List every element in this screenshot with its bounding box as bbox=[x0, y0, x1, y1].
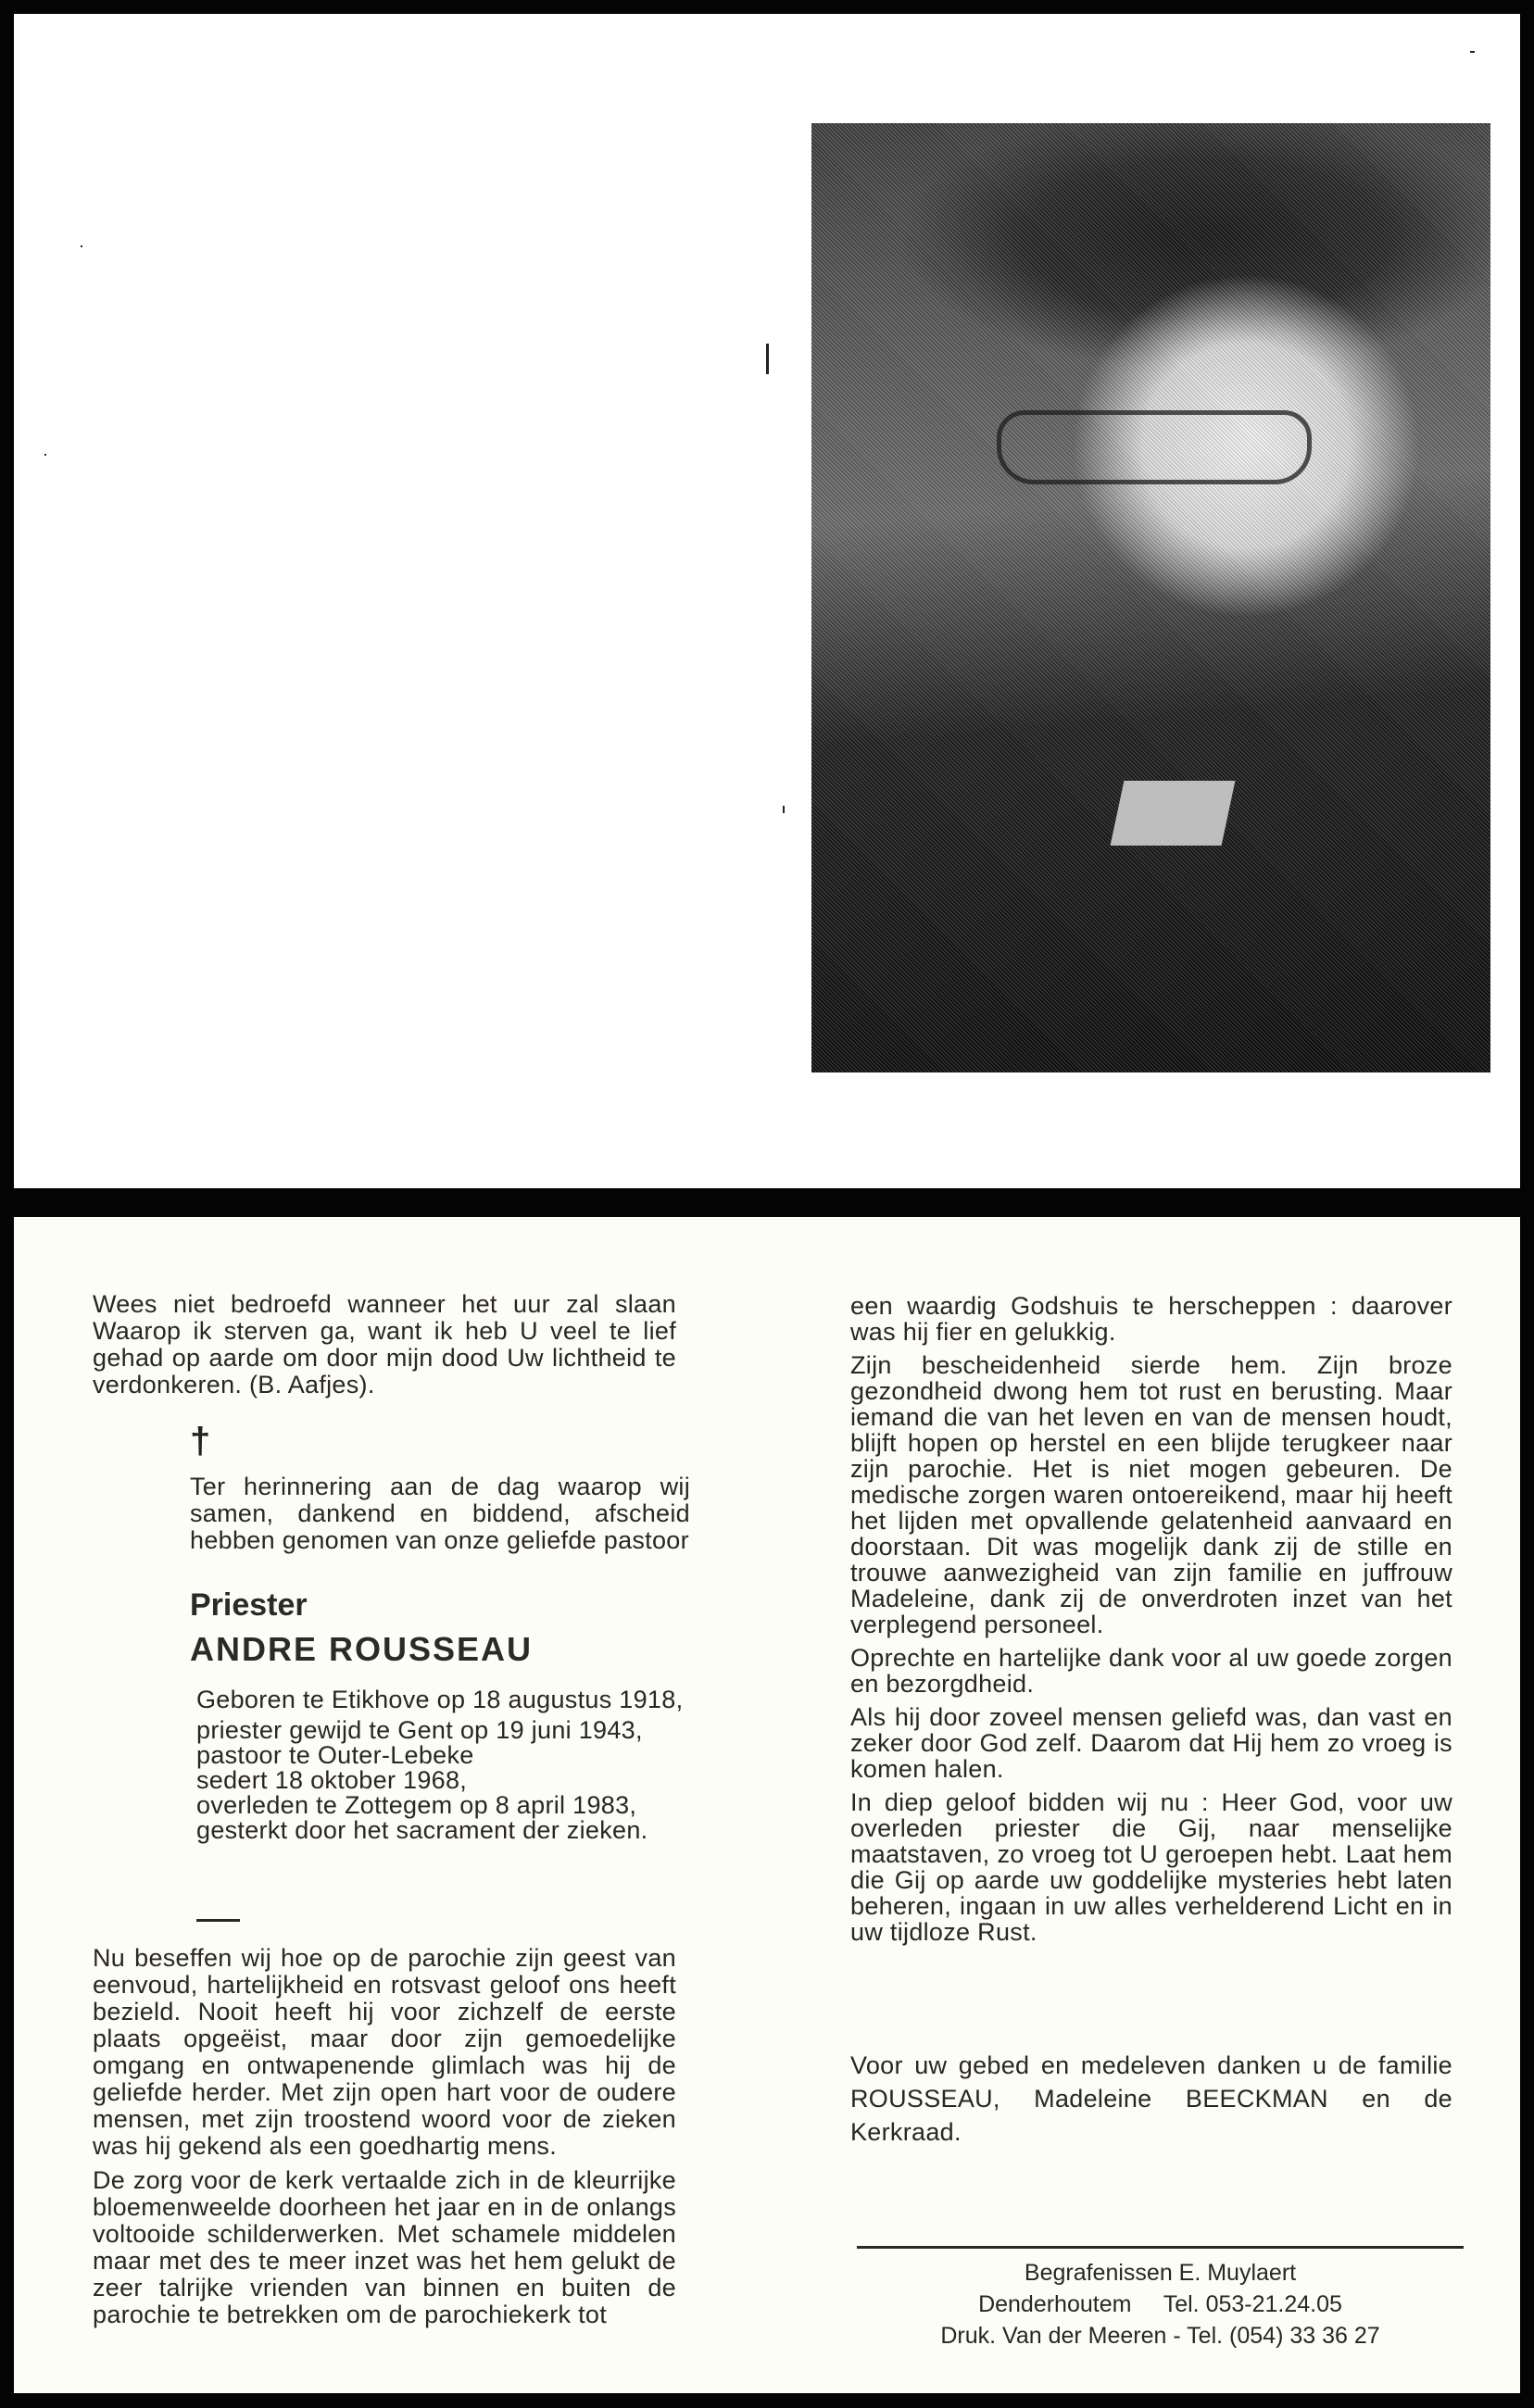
portrait-collar-shape bbox=[1111, 781, 1236, 846]
column1-text bbox=[93, 1945, 676, 2336]
print-speck bbox=[766, 344, 769, 374]
deceased-name: ANDRE ROUSSEAU bbox=[190, 1630, 534, 1668]
print-speck bbox=[44, 454, 46, 456]
bio-line: priester gewijd te Gent op 19 juni 1943, bbox=[196, 1716, 643, 1744]
cross-icon: † bbox=[190, 1421, 211, 1461]
card-front-panel bbox=[14, 14, 1520, 1188]
column2-text bbox=[850, 1293, 1452, 1952]
bio-line: overleden te Zottegem op 8 april 1983, bbox=[196, 1791, 637, 1819]
paragraph: De zorg voor de kerk vertaalde zich in de kleurrijke bloemenweelde doorheen het jaar en in de onlangs voltooide schilderwerken. Met schamele middelen maar met des te meer inzet was het hem gelukt de zeer talrijke vrienden van binnen en buiten de parochie te betrekken om de parochiekerk tot bbox=[93, 2166, 676, 2328]
paragraph: een waardig Godshuis te herscheppen : daarover was hij fier en gelukkig. bbox=[850, 1292, 1452, 1346]
priest-portrait-photo bbox=[811, 123, 1490, 1072]
paragraph: Zijn bescheidenheid sierde hem. Zijn broze gezondheid dwong hem tot rust en berusting. Maar iemand die van het leven en van de mensen houdt, blijft hopen op herstel en een blijde terugkeer naar zijn parochie. Het is niet mogen gebeuren. De medische zorgen waren ontoereikend, maar hij heeft het lijden met opvallende gelatenheid aanvaard en doorstaan. Dit was mogelijk dank zij de stille en trouwe aanwezigheid van zijn familie en juffrouw Madeleine, dank zij de onverdroten inzet van het verplegend personeel. bbox=[850, 1351, 1452, 1638]
bio-line: pastoor te Outer-Lebeke bbox=[196, 1741, 474, 1769]
short-divider bbox=[196, 1919, 240, 1922]
footer-credits bbox=[857, 2257, 1464, 2352]
paragraph: Oprechte en hartelijke dank voor al uw goede zorgen en bezorgdheid. bbox=[850, 1644, 1452, 1698]
footer-divider bbox=[857, 2246, 1464, 2249]
paragraph: In diep geloof bidden wij nu : Heer God, voor uw overleden priester die Gij, naar menselijke maatstaven, zo vroeg tot U geroepen hebt. Laat hem die Gij op aarde uw goddelijke mysteries hebt laten beheren, ingaan in uw alles verhelderend Licht en in uw tijdloze Rust. bbox=[850, 1788, 1452, 1946]
paragraph: Nu beseffen wij hoe op de parochie zijn geest van eenvoud, hartelijkheid en rotsvast geloof ons heeft bezield. Nooit heeft hij voor zichzelf de eerste plaats opgeëist, maar door zijn gemoedelijke omgang en ontwapenende glimlach was hij de geliefde herder. Met zijn open hart voor de oudere mensen, met zijn troostend woord voor de zieken was hij gekend als een goedhartig mens. bbox=[93, 1944, 676, 2160]
print-speck bbox=[783, 806, 785, 813]
portrait-glasses-shape bbox=[997, 410, 1312, 484]
undertaker-name: Begrafenissen E. Muylaert bbox=[1024, 2260, 1297, 2286]
opening-quote: Wees niet bedroefd wanneer het uur zal slaan Waarop ik sterven ga, want ik heb U veel te lief gehad op aarde om door mijn dood Uw lichtheid te verdonkeren. (B. Aafjes). bbox=[93, 1290, 676, 1398]
memorial-intro: Ter herinnering aan de dag waarop wij samen, dankend en biddend, afscheid hebben genomen van onze geliefde pastoor bbox=[190, 1473, 690, 1554]
bio-line: Geboren te Etikhove op 18 augustus 1918, bbox=[196, 1686, 684, 1713]
printer-credit: Druk. Van der Meeren - Tel. (054) 33 36 27 bbox=[940, 2323, 1380, 2349]
bio-line: gesterkt door het sacrament der zieken. bbox=[196, 1816, 648, 1844]
print-speck bbox=[81, 245, 82, 247]
card-text-panel bbox=[14, 1217, 1520, 2393]
deceased-title: Priester bbox=[190, 1587, 308, 1623]
family-thanks: Voor uw gebed en medeleven danken u de familie ROUSSEAU, Madeleine BEECKMAN en de Kerkraad. bbox=[850, 2051, 1452, 2146]
undertaker-location-phone: Denderhoutem Tel. 053-21.24.05 bbox=[978, 2291, 1342, 2317]
paragraph: Als hij door zoveel mensen geliefd was, dan vast en zeker door God zelf. Daarom dat Hij hem zo vroeg is komen halen. bbox=[850, 1703, 1452, 1783]
bio-line: sedert 18 oktober 1968, bbox=[196, 1766, 468, 1794]
biography bbox=[196, 1687, 697, 1843]
print-speck bbox=[1470, 51, 1475, 53]
